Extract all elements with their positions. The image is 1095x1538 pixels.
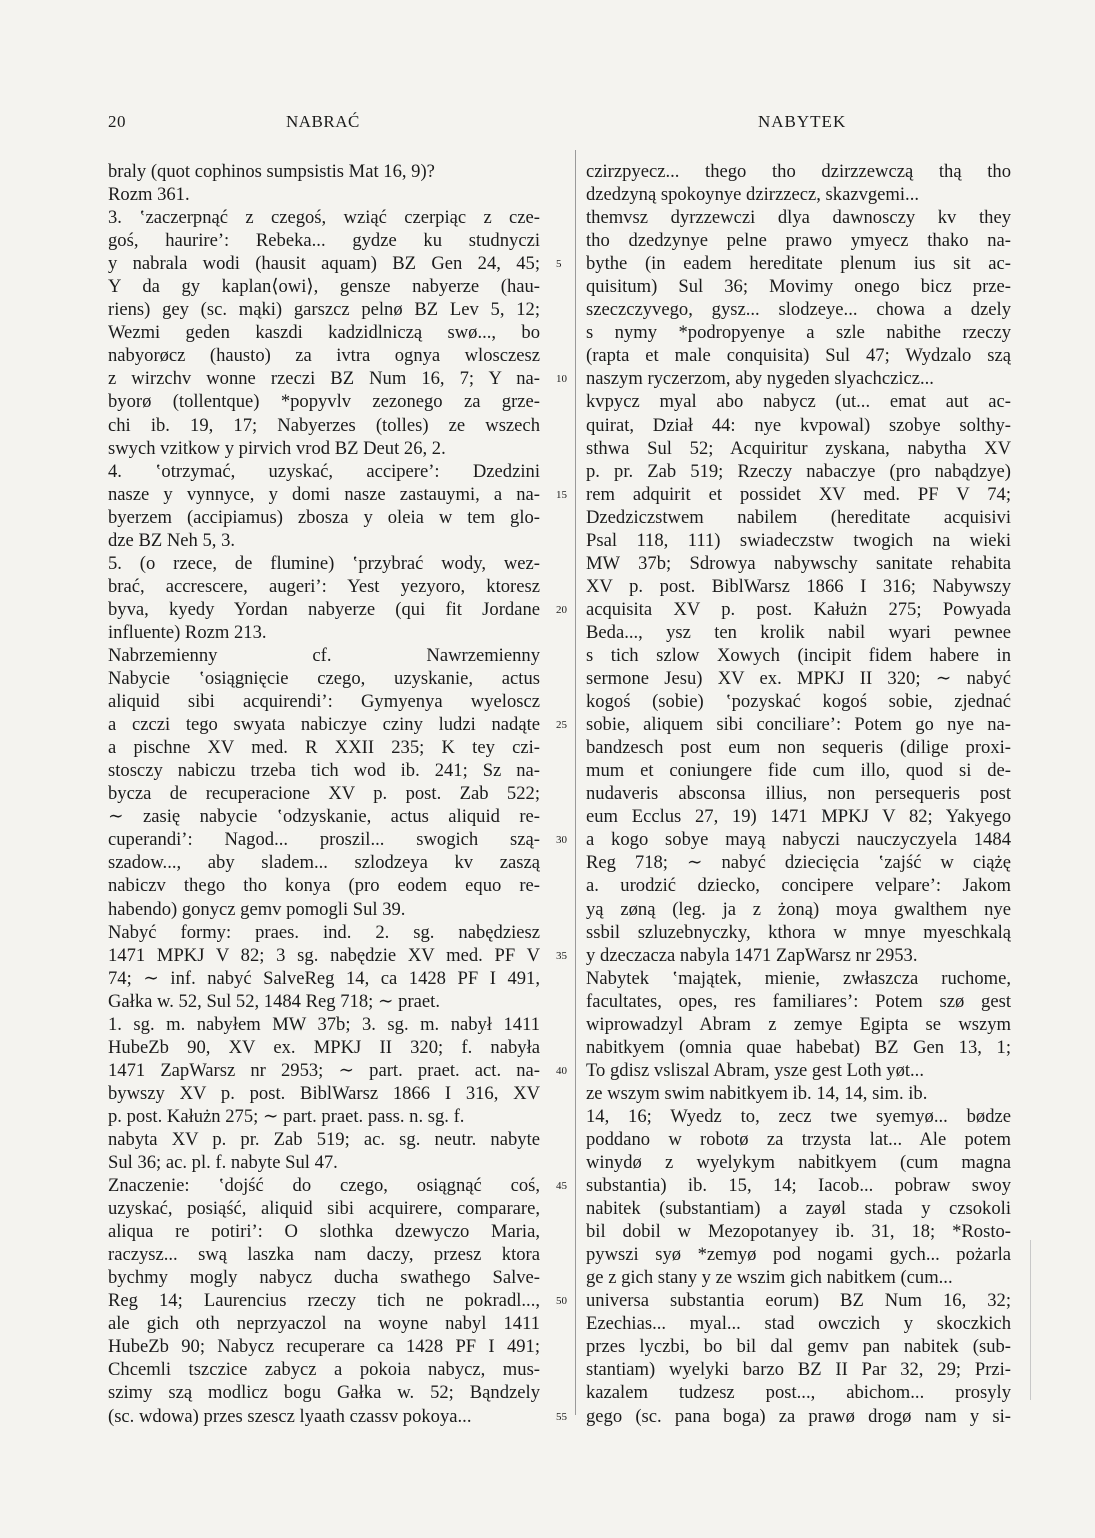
text-line: riens) gey (sc. mąki) garszcz pelnø BZ Lev 5, 12; xyxy=(108,299,540,321)
text-line: Y da gy kaplan⟨owi⟩, gensze nabyerze (hau- xyxy=(108,276,540,298)
text-line: nudaveris absconsa illius, non persequeris post xyxy=(586,783,1011,805)
text-line: wiprowadzyl Abram z zemye Egipta se wszym xyxy=(586,1013,1011,1035)
text-line: Chcemli tszczice zabycz a pokoia nabycz, mus- xyxy=(108,1359,540,1381)
text-line: Rozm 361. xyxy=(108,184,190,206)
text-line: aliquid sibi acquirendiʼ: Gymyenya wyeloscz xyxy=(108,691,540,713)
text-line: Nabytek ʽmajątek, mienie, zwłaszcza ruchome, xyxy=(586,967,1011,989)
text-line: nasze y vynnyce, y domi nasze zastauymi, a na- xyxy=(108,483,540,505)
text-line: gego (sc. pana boga) za prawø drogø nam y si- xyxy=(586,1405,1011,1427)
text-line: influente) Rozm 213. xyxy=(108,621,267,643)
text-line: 5. (o rzece, de flumine) ʽprzybrać wody, wez- xyxy=(108,552,540,574)
text-line: Gałka w. 52, Sul 52, 1484 Reg 718; ∼ praet. xyxy=(108,990,440,1012)
line-number: 5 xyxy=(556,258,562,271)
text-line: Sul 36; ac. pl. f. nabyte Sul 47. xyxy=(108,1152,338,1174)
text-line: a. urodzić dziecko, concipere velpareʼ: Jakom xyxy=(586,875,1011,897)
text-line: sermone Jesu) XV ex. MPKJ II 320; ∼ nabyć xyxy=(586,668,1011,690)
text-line: 74; ∼ inf. nabyć SalveReg 14, ca 1428 PF I 491, xyxy=(108,967,540,989)
text-line: Beda..., ysz ten krolik nabil wyari pewnee xyxy=(586,621,1011,643)
page-number: 20 xyxy=(108,112,126,131)
text-line: czirzpyecz... thego tho dzirzzewczą thą tho xyxy=(586,161,1011,182)
text-line: bil dobil w Mezopotanyey ib. 31, 18; *Rosto- xyxy=(586,1221,1011,1243)
text-line: Nabrzemienny cf. Nawrzemienny xyxy=(108,644,540,666)
text-line: HubeZb 90, XV ex. MPKJ II 320; f. nabyła xyxy=(108,1036,540,1058)
right-running-head: NABYTEK xyxy=(758,112,847,131)
text-line: braly (quot cophinos sumpsistis Mat 16, 9)? xyxy=(108,161,435,182)
text-line: szadow..., aby sladem... szlodzeya kv zaszą xyxy=(108,852,540,874)
margin-mark xyxy=(1030,1240,1031,1400)
text-line: s tich szlow Xowych (incipit fidem habere in xyxy=(586,644,1011,666)
line-number: 35 xyxy=(556,949,567,962)
text-line: 3. ʽzaczerpnąć z czegoś, wziąć czerpiąc z cze- xyxy=(108,207,540,229)
text-line: pywszi syø *zemyø pod nogami gych... pożarla xyxy=(586,1244,1011,1266)
text-line: To gdisz vsliszal Abram, ysze gest Loth yøt... xyxy=(586,1059,924,1081)
text-line: nabyta XV p. pr. Zab 519; ac. sg. neutr. nabyte xyxy=(108,1128,540,1150)
text-line: byorø (tollentque) *popyvlv zezonego za grze- xyxy=(108,391,540,413)
text-line: 14, 16; Wyedz to, zecz twe syemyø... bødze xyxy=(586,1105,1011,1127)
text-line: sthwa Sul 52; Acquiritur zyskana, nabytha XV xyxy=(586,437,1011,459)
text-line: nabitkyem (omnia quae habebat) BZ Gen 13, 1; xyxy=(586,1036,1011,1058)
line-number: 30 xyxy=(556,834,567,847)
text-line: eum Ecclus 27, 19) 1471 MPKJ V 82; Yakyego xyxy=(586,806,1011,828)
text-line: Znaczenie: ʽdojść do czego, osiągnąć coś, xyxy=(108,1175,540,1197)
text-line: 4. ʽotrzymać, uzyskać, accipereʼ: Dzedzini xyxy=(108,460,540,482)
text-line: tho dzedzynye pelne prawo ymyecz thako na- xyxy=(586,230,1011,252)
line-number: 40 xyxy=(556,1064,567,1077)
text-line: dze BZ Neh 5, 3. xyxy=(108,529,236,551)
text-line: z wirzchv wonne rzeczi BZ Num 16, 7; Y na- xyxy=(108,368,540,390)
text-line: szeczczyvego, gysz... slodzeye... chowa a dzely xyxy=(586,299,1011,321)
text-line: stosczy nabiczu trzeba tich wod ib. 241; Sz na- xyxy=(108,760,540,782)
text-line: universa substantia eorum) BZ Num 16, 32; xyxy=(586,1290,1011,1312)
text-line: ze wszym swim nabitkyem ib. 14, 14, sim. ib. xyxy=(586,1082,928,1104)
text-line: 1471 ZapWarsz nr 2953; ∼ part. praet. act. na- xyxy=(108,1059,540,1081)
text-line: 1471 MPKJ V 82; 3 sg. nabędzie XV med. PF V xyxy=(108,944,540,966)
text-line: a pischne XV med. R XXII 235; K tey czi- xyxy=(108,737,540,759)
text-line: Ezechias... myal... stad owczich y skoczkich xyxy=(586,1313,1011,1335)
text-line: cuperandiʼ: Nagod... proszil... swogich szą- xyxy=(108,829,540,851)
text-line: chi ib. 19, 17; Nabyerzes (tolles) ze wszech xyxy=(108,414,540,436)
text-line: bandzesch post eum non sequeris (dilige proxi- xyxy=(586,737,1011,759)
text-line: naszym ryczerzom, aby nygeden slyachczicz... xyxy=(586,368,934,390)
text-line: Reg 14; Laurencius rzeczy tich ne pokradl..., xyxy=(108,1290,540,1312)
text-line: swych vzitkow y pirvich vrod BZ Deut 26, 2. xyxy=(108,437,446,459)
text-line: nabyorøcz (hausto) za ivtra ognya wlosczesz xyxy=(108,345,540,367)
text-line: rem adquirit et possidet XV med. PF V 74; xyxy=(586,483,1011,505)
text-line: poddano w robotø za trzysta lat... Ale potem xyxy=(586,1128,1011,1150)
line-number: 10 xyxy=(556,373,567,386)
text-line: XV p. post. BiblWarsz 1866 I 316; Nabywszy xyxy=(586,575,1011,597)
text-line: bywszy XV p. post. BiblWarsz 1866 I 316, XV xyxy=(108,1082,540,1104)
text-line: Nabyć formy: praes. ind. 2. sg. nabędziesz xyxy=(108,921,540,943)
text-line: dzedzyną spokoynye dzirzzecz, skazvgemi... xyxy=(586,184,919,206)
text-line: substantia) ib. 15, 14; Iacob... pobraw swoy xyxy=(586,1175,1011,1197)
line-number: 20 xyxy=(556,603,567,616)
left-column xyxy=(108,160,540,1428)
text-line: ale gich oth neprzyaczol na woyne nabyl 1411 xyxy=(108,1313,540,1335)
text-line: Nabycie ʽosiągnięcie czego, uzyskanie, actus xyxy=(108,668,540,690)
text-line: goś, haurireʼ: Rebeka... gydze ku studnyczi xyxy=(108,230,540,252)
text-line: yą zøną (leg. ja z żoną) moya gwalthem nye xyxy=(586,898,1011,920)
text-line: y dzeczacza nabyla 1471 ZapWarsz nr 2953. xyxy=(586,944,918,966)
line-number: 45 xyxy=(556,1180,567,1193)
right-column xyxy=(586,160,1011,1428)
text-line: facultates, opes, res familiaresʼ: Potem szø gest xyxy=(586,990,1011,1012)
text-line: winydø z wyelykym nabitkyem (cum magna xyxy=(586,1152,1011,1174)
text-line: quisitum) Sul 36; Movimy onego bicz prze- xyxy=(586,276,1011,298)
text-line: p. pr. Zab 519; Rzeczy nabaczye (pro nabądzye) xyxy=(586,460,1011,482)
text-line: themvsz dyrzzewczi dlya dawnosczy kv they xyxy=(586,207,1011,229)
line-number: 15 xyxy=(556,488,567,501)
line-number: 25 xyxy=(556,719,567,732)
text-line: kazalem tudzesz post..., abichom... prosyly xyxy=(586,1382,1011,1404)
text-line: Reg 718; ∼ nabyć dziecięcia ʽzajść w ciążę xyxy=(586,852,1011,874)
text-line: sobie, aliquem sibi conciliareʼ: Potem go nye na- xyxy=(586,714,1011,736)
text-line: (sc. wdowa) przes szescz lyaath czassv pokoya... xyxy=(108,1405,472,1427)
text-line: s nymy *podropyenye a szle nabithe rzeczy xyxy=(586,322,1011,344)
text-line: Dzedziczstwem nabilem (hereditate acquisivi xyxy=(586,506,1011,528)
text-line: przes lyczbi, bo bil dal gemv pan nabitek (sub- xyxy=(586,1336,1011,1358)
text-line: MW 37b; Sdrowya nabywschy sanitate rehabita xyxy=(586,552,1011,574)
text-line: ssbil szluzebnyczky, kthora w mnye myeschkalą xyxy=(586,921,1011,943)
text-line: kvpycz myal abo nabycz (ut... emat aut ac- xyxy=(586,391,1011,413)
text-line: nabitek (substantiam) a zayøl stada y czsokoli xyxy=(586,1198,1011,1220)
text-line: Wezmi geden kaszdi kadzidlniczą swø..., bo xyxy=(108,322,540,344)
text-line: acquisita XV p. post. Kałużn 275; Powyada xyxy=(586,598,1011,620)
text-line: uzyskać, posiąść, aliquid sibi acquirere, comparare, xyxy=(108,1198,540,1220)
left-running-head: NABRAĆ xyxy=(286,112,360,131)
text-line: nabiczv thego tho konya (pro eodem equo re- xyxy=(108,875,540,897)
text-line: ge z gich stany y ze wszim gich nabitkem (cum... xyxy=(586,1267,953,1289)
text-line: 1. sg. m. nabyłem MW 37b; 3. sg. m. nabył 1411 xyxy=(108,1013,540,1035)
text-line: raczysz... swą laszka nam daczy, przesz ktora xyxy=(108,1244,540,1266)
text-line: byva, kyedy Yordan nabyerze (qui fit Jordane xyxy=(108,598,540,620)
text-line: Psal 118, 111) swiadeczstw twogich na wieki xyxy=(586,529,1011,551)
text-line: bythe (in eadem hereditate plenum ius sit ac- xyxy=(586,253,1011,275)
column-divider xyxy=(575,150,576,1415)
text-line: byerzem (accipiamus) zbosza y oleia w tem glo- xyxy=(108,506,540,528)
text-line: brać, accrescere, augeriʼ: Yest yezyoro, ktoresz xyxy=(108,575,540,597)
text-line: p. post. Kałużn 275; ∼ part. praet. pass. n. sg. f. xyxy=(108,1105,465,1127)
text-line: bycza de recuperacione XV p. post. Zab 522; xyxy=(108,783,540,805)
text-line: quirat, Dział 44: nye kvpowal) szobye solthy- xyxy=(586,414,1011,436)
text-line: habendo) gonycz gemv pomogli Sul 39. xyxy=(108,898,406,920)
text-line: szimy szą modlicz bogu Gałka w. 52; Bąndzely xyxy=(108,1382,540,1404)
line-number: 50 xyxy=(556,1295,567,1308)
line-number: 55 xyxy=(556,1410,567,1423)
text-line: stantiam) wyelyki barzo BZ II Par 32, 29; Przi- xyxy=(586,1359,1011,1381)
text-line: aliqua re potiriʼ: O slothka dzewyczo Maria, xyxy=(108,1221,540,1243)
text-line: HubeZb 90; Nabycz recuperare ca 1428 PF I 491; xyxy=(108,1336,540,1358)
text-line: kogoś (sobie) ʽpozyskać kogoś sobie, zjednać xyxy=(586,691,1011,713)
text-line: mum et coniungere fide cum illo, quod si de- xyxy=(586,760,1011,782)
text-line: ∼ zasię nabycie ʽodzyskanie, actus aliquid re- xyxy=(108,806,540,828)
text-line: bychmy mogly nabycz ducha swathego Salve- xyxy=(108,1267,540,1289)
text-line: a kogo sobye mayą nabyczi nauczyczyela 1484 xyxy=(586,829,1011,851)
text-line: y nabrala wodi (hausit aquam) BZ Gen 24, 45; xyxy=(108,253,540,275)
text-line: a czczi tego swyata nabiczye cziny ludzi nadąte xyxy=(108,714,540,736)
text-line: (rapta et male conquisita) Sul 47; Wydzalo szą xyxy=(586,345,1011,367)
